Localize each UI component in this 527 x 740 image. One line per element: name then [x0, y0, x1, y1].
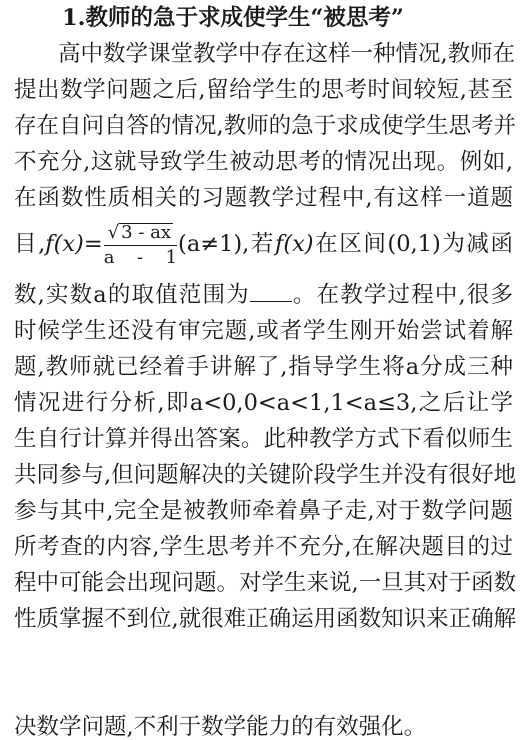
paragraph-line: 性质掌握不到位,就很难正确运用函数知识来正确解	[14, 606, 517, 632]
paragraph-line: 决数学问题,不利于数学能力的有效强化。	[14, 714, 427, 740]
paragraph-line: 存在自问自答的情况,教师的急于求成使学生思考并	[14, 113, 517, 139]
paragraph-line: 时候学生还没有审完题,或者学生刚开始尝试着解	[14, 318, 513, 344]
fraction-numerator	[104, 223, 177, 246]
formula-fraction	[104, 223, 177, 267]
paragraph-line: 程中可能会出现问题。对学生来说,一旦其对于函数	[14, 570, 517, 596]
paragraph-line: 参与其中,完全是被教师牵着鼻子走,对于数学问题	[14, 498, 513, 524]
formula-tail: 在区间(0,1)为减函	[313, 231, 514, 257]
blank-after-text: 。在教学过程中,很多	[291, 282, 513, 308]
blank-question-line	[14, 282, 513, 308]
formula-condition: (a≠1),若	[178, 231, 276, 257]
answer-blank	[250, 283, 292, 302]
formula-lead: 目,	[14, 231, 46, 257]
fraction-denominator: a - 1	[103, 247, 178, 268]
blank-before-text: 数,实数a的取值范围为	[14, 282, 250, 308]
section-heading: 1.教师的急于求成使学生“被思考”	[62, 5, 404, 31]
paragraph-line: 所考查的内容,学生思考并不充分,在解决题目的过	[14, 534, 513, 560]
paragraph-line: 高中数学课堂教学中存在这样一种情况,教师在	[58, 41, 516, 67]
sqrt-radicand: 3 - ax	[121, 222, 172, 243]
function-fx-2: f(x)	[275, 231, 314, 257]
paragraph-line: 提出数学问题之后,留给学生的思考时间较短,甚至	[14, 77, 513, 103]
paragraph-line: 生自行计算并得出答案。此种教学方式下看似师生	[14, 426, 513, 452]
paragraph-line: 在函数性质相关的习题教学过程中,有这样一道题	[14, 185, 513, 211]
function-fx: f(x)	[45, 231, 84, 257]
paragraph-line: 情况进行分析,即a<0,0<a<1,1<a≤3,之后让学	[14, 390, 513, 416]
paragraph-line: 共同参与,但问题解决的关键阶段学生并没有很好地	[14, 462, 517, 488]
sqrt-radical: √ 3 - ax	[107, 222, 172, 243]
equals-sign: =	[83, 231, 103, 257]
paragraph-line: 不充分,这就导致学生被动思考的情况出现。例如,	[14, 149, 513, 175]
formula-line	[14, 216, 513, 272]
paragraph-line: 题,教师就已经着手讲解了,指导学生将a分成三种	[14, 354, 513, 380]
